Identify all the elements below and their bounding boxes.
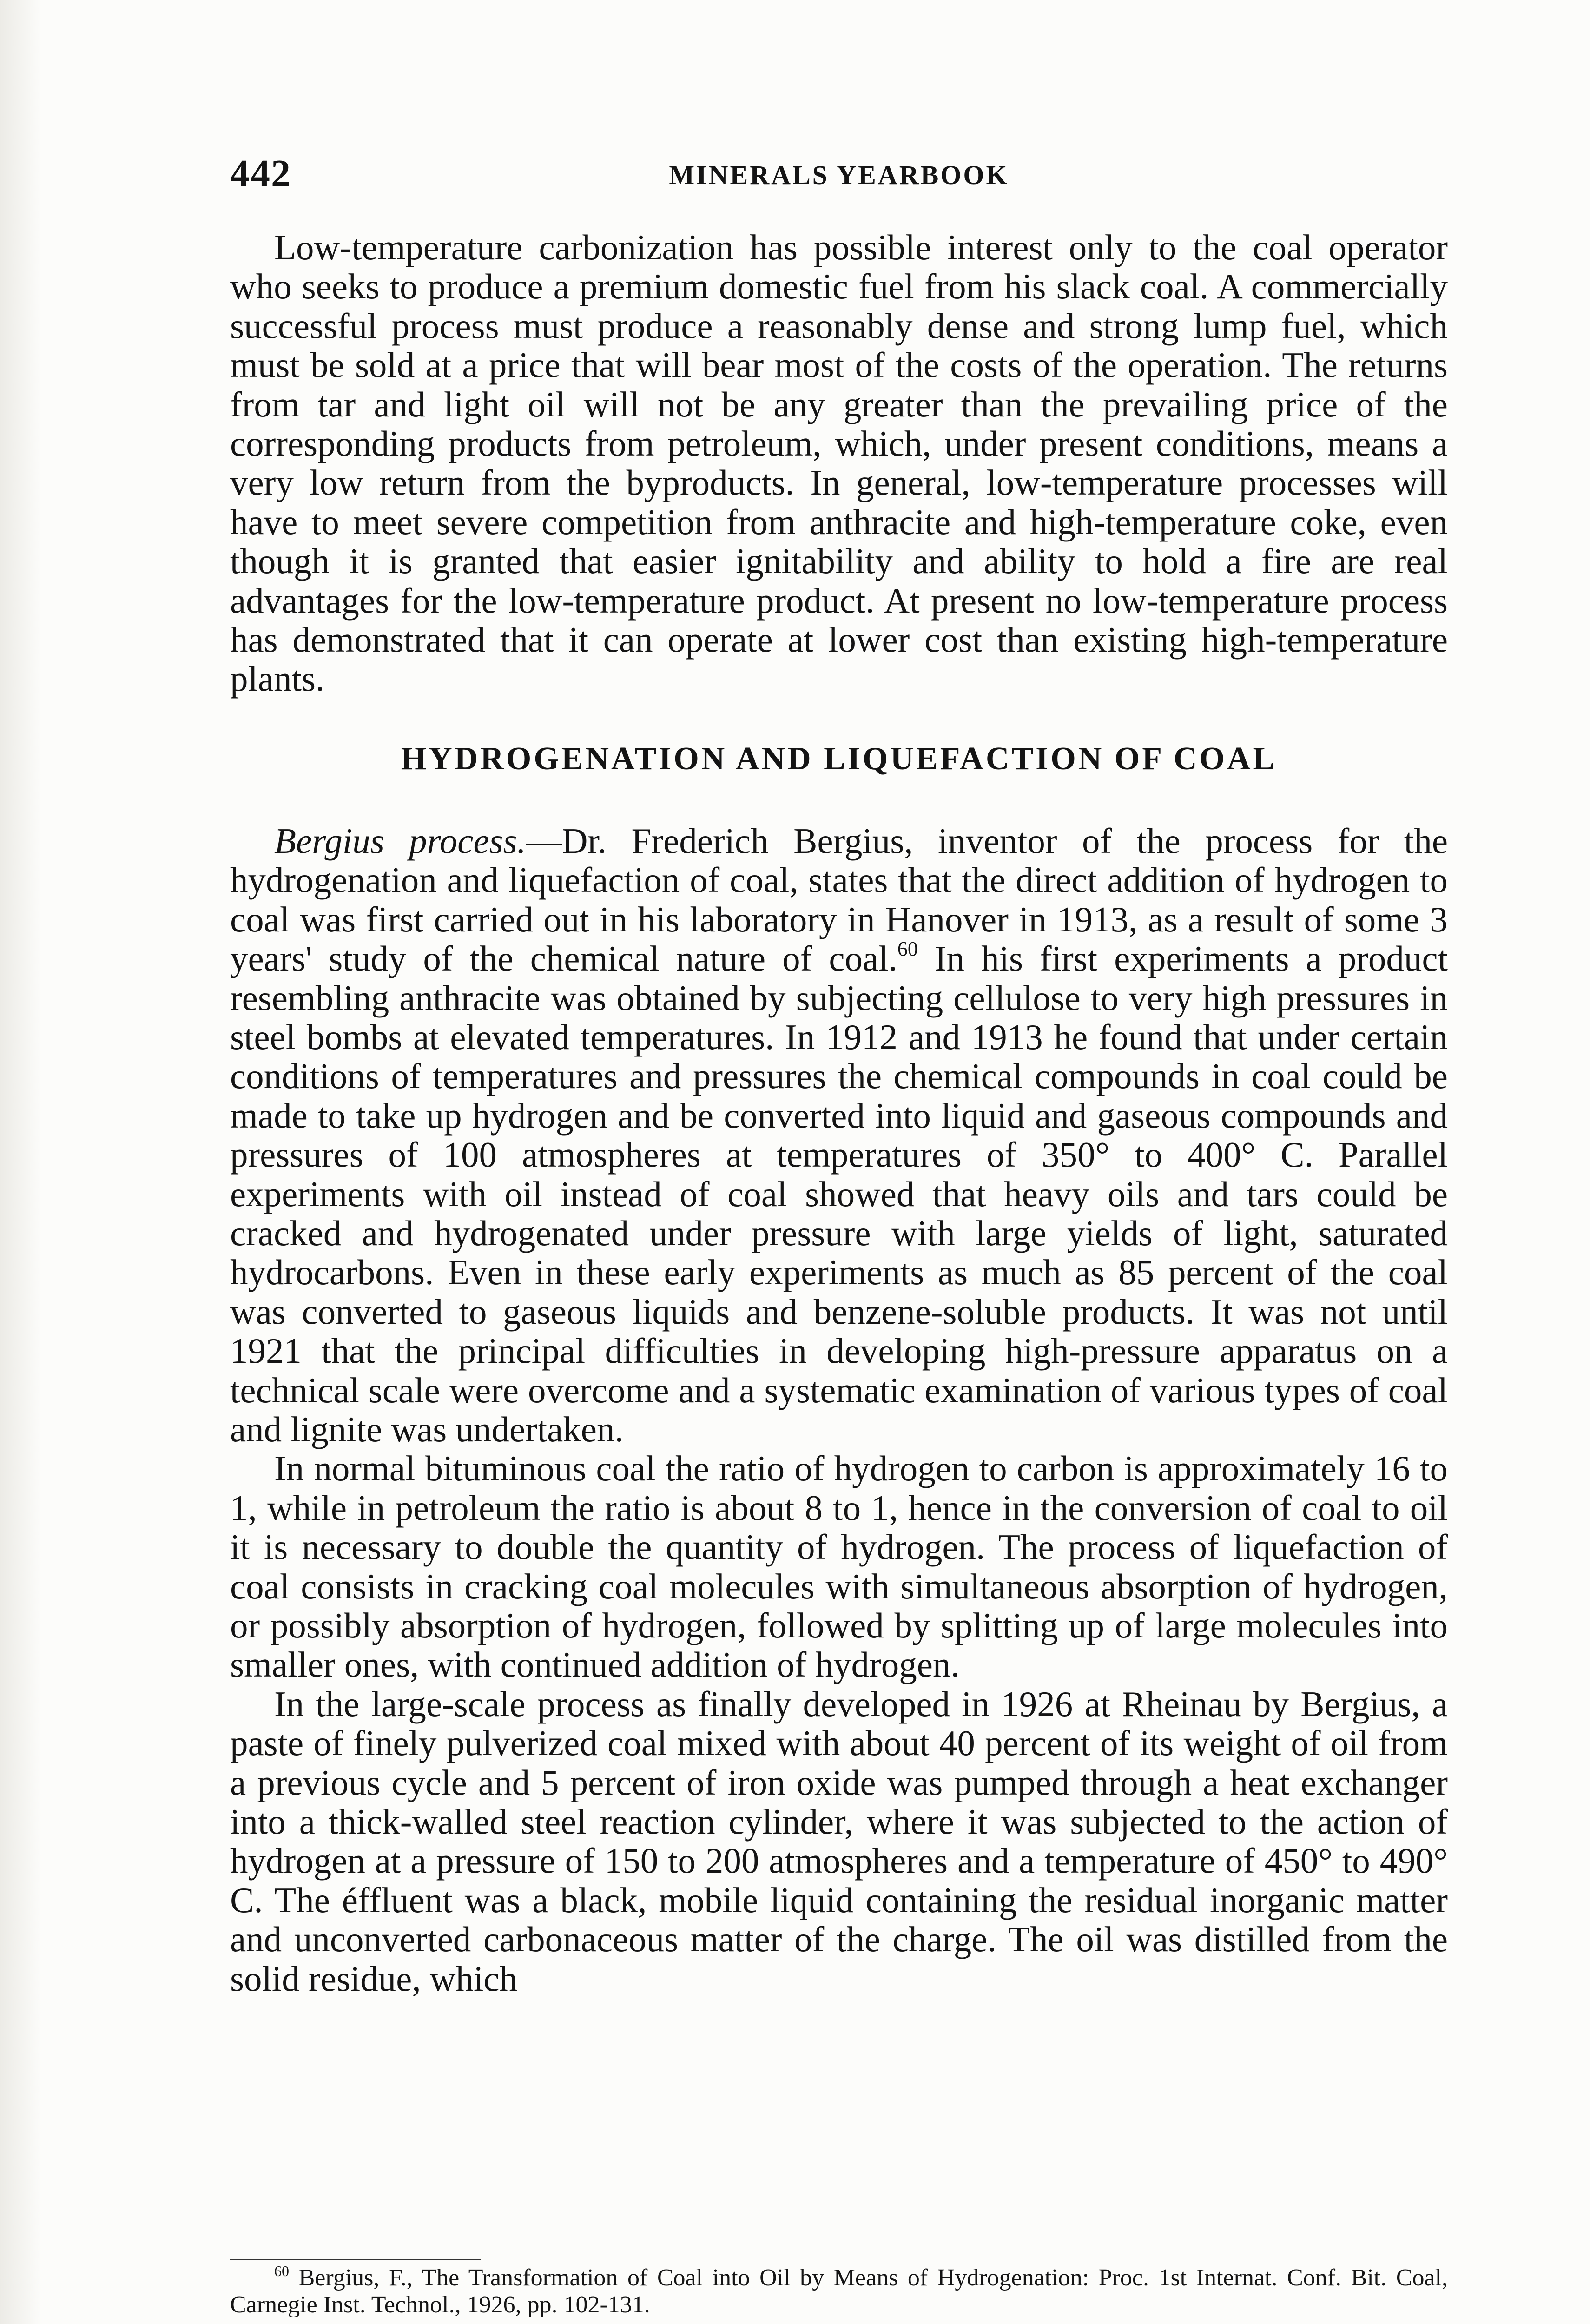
paragraph-hydrogen-ratio: In normal bituminous coal the ratio of hydrogen to carbon is approximately 16 to 1, while in petroleum the ratio is about 8 to 1, hence in the conversion of coal to oil it is necessary to double the quantity of hydrogen. The process of liquefaction of coal consists in cracking coal molecules with simultaneous absorption of hydrogen, or possibly absorption of hydrogen, followed by splitting up of large molecules into smaller ones, with continued addition of hydrogen. bbox=[230, 1448, 1448, 1685]
paragraph-lead-in: Bergius process. bbox=[274, 820, 526, 861]
footnote-text: Bergius, F., The Transformation of Coal into Oil by Means of Hydrogenation: Proc. 1st Internat. Conf. Bit. Coal, Carnegie Inst. Technol., 1926, pp. 102-131. bbox=[230, 2265, 1448, 2318]
footnote-reference: 60 bbox=[897, 938, 918, 961]
paragraph-low-temperature: Low-temperature carbonization has possible interest only to the coal operator who seeks to produce a premium domestic fuel from his slack coal. A commercially successful process must produce a reasonably dense and strong lump fuel, which must be sold at a price that will bear most of the costs of the operation. The returns from tar and light oil will not be any greater than the prevailing price of the corresponding products from petroleum, which, under present conditions, means a very low return from the byproducts. In general, low-temperature processes will have to meet severe competition from anthracite and high-temperature coke, even though it is granted that easier ignitability and ability to hold a fire are real advantages for the low-temperature product. At present no low-temperature process has demonstrated that it can operate at lower cost than existing high-temperature plants. bbox=[230, 227, 1448, 699]
paragraph-text: —Dr. Frederich Bergius, inventor of the process for the hydrogenation and liquefaction of coal, states that the direct addition of hydrogen to coal was first carried out in his laboratory in Hanover in 1913, as a result of some 3 years' study of the chemical nature of coal. bbox=[230, 820, 1448, 979]
running-head: MINERALS YEARBOOK bbox=[669, 160, 1009, 190]
paragraph-bergius-process bbox=[230, 821, 1448, 1449]
paragraph-large-scale-process: In the large-scale process as finally developed in 1926 at Rheinau by Bergius, a paste of finely pulverized coal mixed with about 40 percent of its weight of oil from a previous cycle and 5 percent of iron oxide was pumped through a heat exchanger into a thick-walled steel reaction cylinder, where it was subjected to the action of hydrogen at a pressure of 150 to 200 atmospheres and a temperature of 450° to 490° C. The éffluent was a black, mobile liquid containing the residual inorganic matter and unconverted carbonaceous matter of the charge. The oil was distilled from the solid residue, which bbox=[230, 1684, 1448, 1999]
page-header bbox=[230, 151, 1448, 202]
page-edge-shading bbox=[0, 0, 42, 2324]
footnote-marker: 60 bbox=[274, 2263, 289, 2279]
paragraph-text: In his first experiments a product resembling anthracite was obtained by subjecting cellulose to very high pressures in steel bombs at elevated temperatures. In 1912 and 1913 he found that under certain conditions of temperatures and pressures the chemical compounds in coal could be made to take up hydrogen and be converted into liquid and gaseous compounds and pressures of 100 atmospheres at temperatures of 350° to 400° C. Parallel experiments with oil instead of coal showed that heavy oils and tars could be cracked and hydrogenated under pressure with large yields of light, saturated hydrocarbons. Even in these early experiments as much as 85 percent of the coal was converted to gaseous liquids and benzene-soluble products. It was not until 1921 that the principal difficulties in developing high-pressure apparatus on a technical scale were overcome and a systematic examination of various types of coal and lignite was undertaken. bbox=[230, 938, 1448, 1449]
footnote-divider bbox=[230, 2259, 481, 2260]
footnotes bbox=[230, 2265, 1448, 2318]
footnote-60 bbox=[230, 2265, 1448, 2318]
page-number: 442 bbox=[230, 152, 291, 195]
body-text bbox=[230, 228, 1448, 1998]
section-heading: HYDROGENATION AND LIQUEFACTION OF COAL bbox=[401, 740, 1277, 777]
